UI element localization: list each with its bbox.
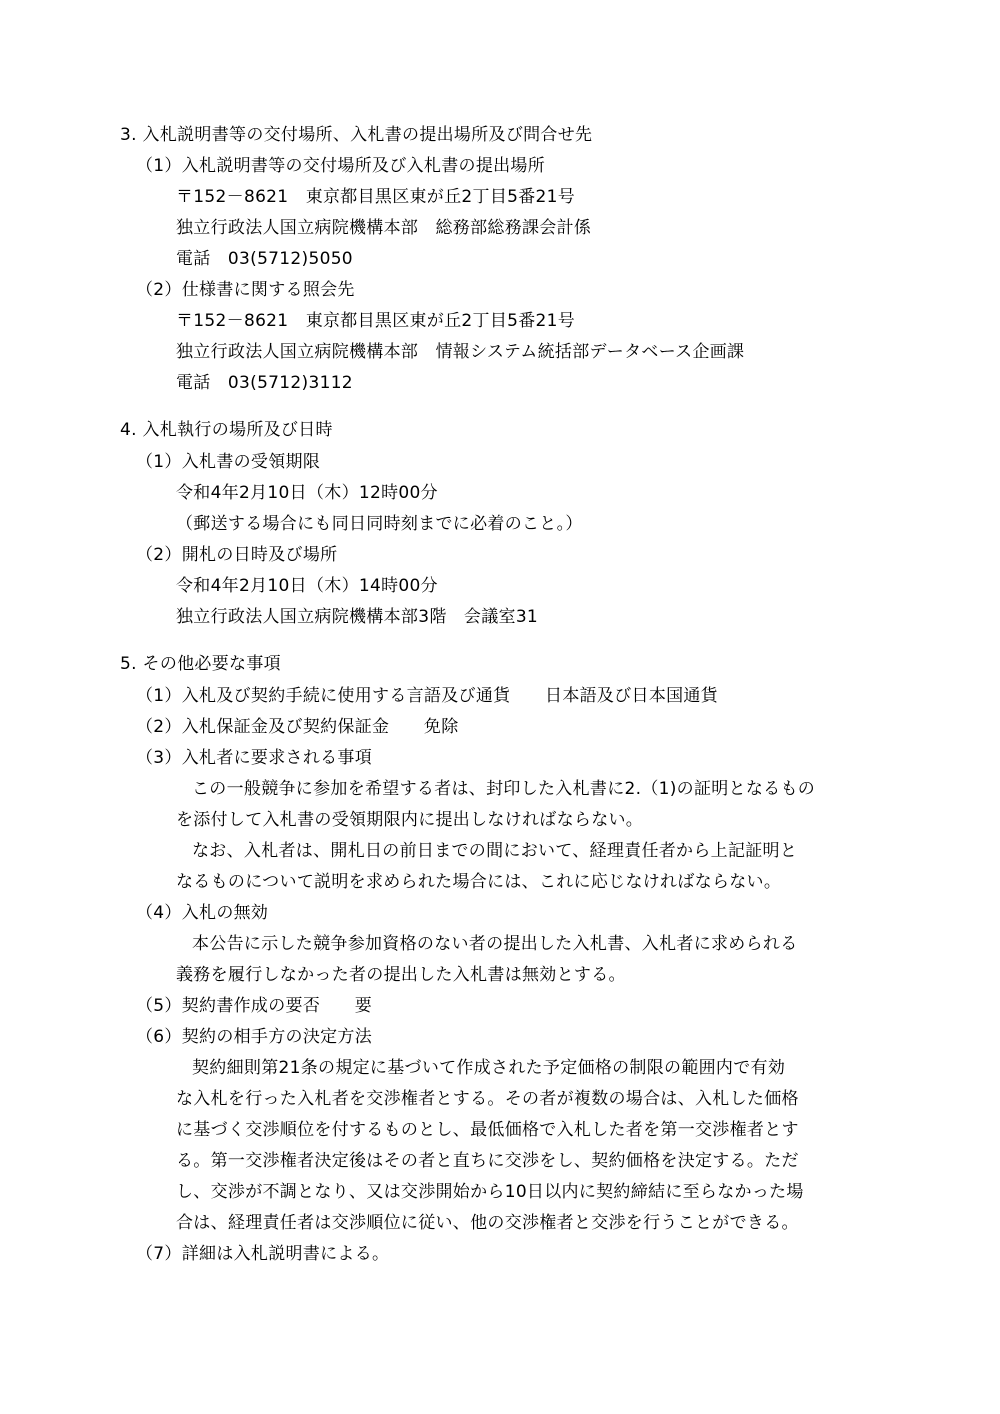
section-4-heading: 4. 入札執行の場所及び日時 — [120, 420, 333, 440]
section-3-item-1-address: 〒152－8621 東京都目黒区東が丘2丁目5番21号 — [176, 187, 576, 207]
section-5-item-6-line5: し、交渉が不調となり、又は交渉開始から10日以内に契約締結に至らなかった場 — [176, 1182, 804, 1202]
section-5-item-6-line4: る。第一交渉権者決定後はその者と直ちに交渉をし、契約価格を決定する。ただ — [176, 1151, 799, 1171]
section-5-item-6-line3: に基づく交渉順位を付するものとし、最低価格で入札した者を第一交渉権者とす — [176, 1120, 799, 1140]
section-4-item-2-label: （2）開札の日時及び場所 — [136, 545, 338, 565]
section-4-item-1-datetime: 令和4年2月10日（木）12時00分 — [176, 483, 438, 503]
section-4-item-1-note: （郵送する場合にも同日同時刻までに必着のこと。） — [176, 514, 583, 534]
section-3-item-1-office: 独立行政法人国立病院機構本部 総務部総務課会計係 — [176, 218, 592, 238]
section-5-item-6-line1: 契約細則第21条の規定に基づいて作成された予定価格の制限の範囲内で有効 — [192, 1058, 786, 1078]
section-4-item-2-place: 独立行政法人国立病院機構本部3階 会議室31 — [176, 607, 539, 627]
section-5-item-3-para2-line2: なるものについて説明を求められた場合には、これに応じなければならない。 — [176, 872, 782, 892]
section-5-item-4-para1-line1: 本公告に示した競争参加資格のない者の提出した入札書、入札者に求められる — [192, 934, 798, 954]
section-3-item-2-address: 〒152－8621 東京都目黒区東が丘2丁目5番21号 — [176, 311, 576, 331]
section-5-item-4-label: （4）入札の無効 — [136, 903, 269, 923]
section-3-item-1-phone: 電話 03(5712)5050 — [176, 249, 353, 269]
section-5-item-3-para1-line2: を添付して入札書の受領期限内に提出しなければならない。 — [176, 810, 644, 830]
section-5-item-6-line2: な入札を行った入札者を交渉権者とする。その者が複数の場合は、入札した価格 — [176, 1089, 799, 1109]
section-5-heading: 5. その他必要な事項 — [120, 654, 281, 674]
section-5-item-3-label: （3）入札者に要求される事項 — [136, 748, 373, 768]
section-3-item-2-phone: 電話 03(5712)3112 — [176, 373, 353, 393]
section-4-item-2-datetime: 令和4年2月10日（木）14時00分 — [176, 576, 438, 596]
section-3-item-1-label: （1）入札説明書等の交付場所及び入札書の提出場所 — [136, 156, 546, 176]
section-5-item-5: （5）契約書作成の要否 要 — [136, 996, 373, 1016]
section-3-heading: 3. 入札説明書等の交付場所、入札書の提出場所及び問合せ先 — [120, 125, 593, 145]
section-5-item-6-label: （6）契約の相手方の決定方法 — [136, 1027, 373, 1047]
section-5-item-4-para1-line2: 義務を履行しなかった者の提出した入札書は無効とする。 — [176, 965, 626, 985]
section-5-item-6-line6: 合は、経理責任者は交渉順位に従い、他の交渉権者と交渉を行うことができる。 — [176, 1213, 799, 1233]
section-5-item-2: （2）入札保証金及び契約保証金 免除 — [136, 717, 459, 737]
section-5-item-3-para1-line1: この一般競争に参加を希望する者は、封印した入札書に2.（1)の証明となるもの — [192, 779, 816, 799]
section-4-item-1-label: （1）入札書の受領期限 — [136, 452, 321, 472]
section-3-item-2-label: （2）仕様書に関する照会先 — [136, 280, 355, 300]
section-5-item-3-para2-line1: なお、入札者は、開札日の前日までの間において、経理責任者から上記証明と — [192, 841, 798, 861]
section-3-item-2-office: 独立行政法人国立病院機構本部 情報システム統括部データベース企画課 — [176, 342, 745, 362]
section-5-item-7: （7）詳細は入札説明書による。 — [136, 1244, 390, 1264]
section-5-item-1: （1）入札及び契約手続に使用する言語及び通貨 日本語及び日本国通貨 — [136, 686, 719, 706]
